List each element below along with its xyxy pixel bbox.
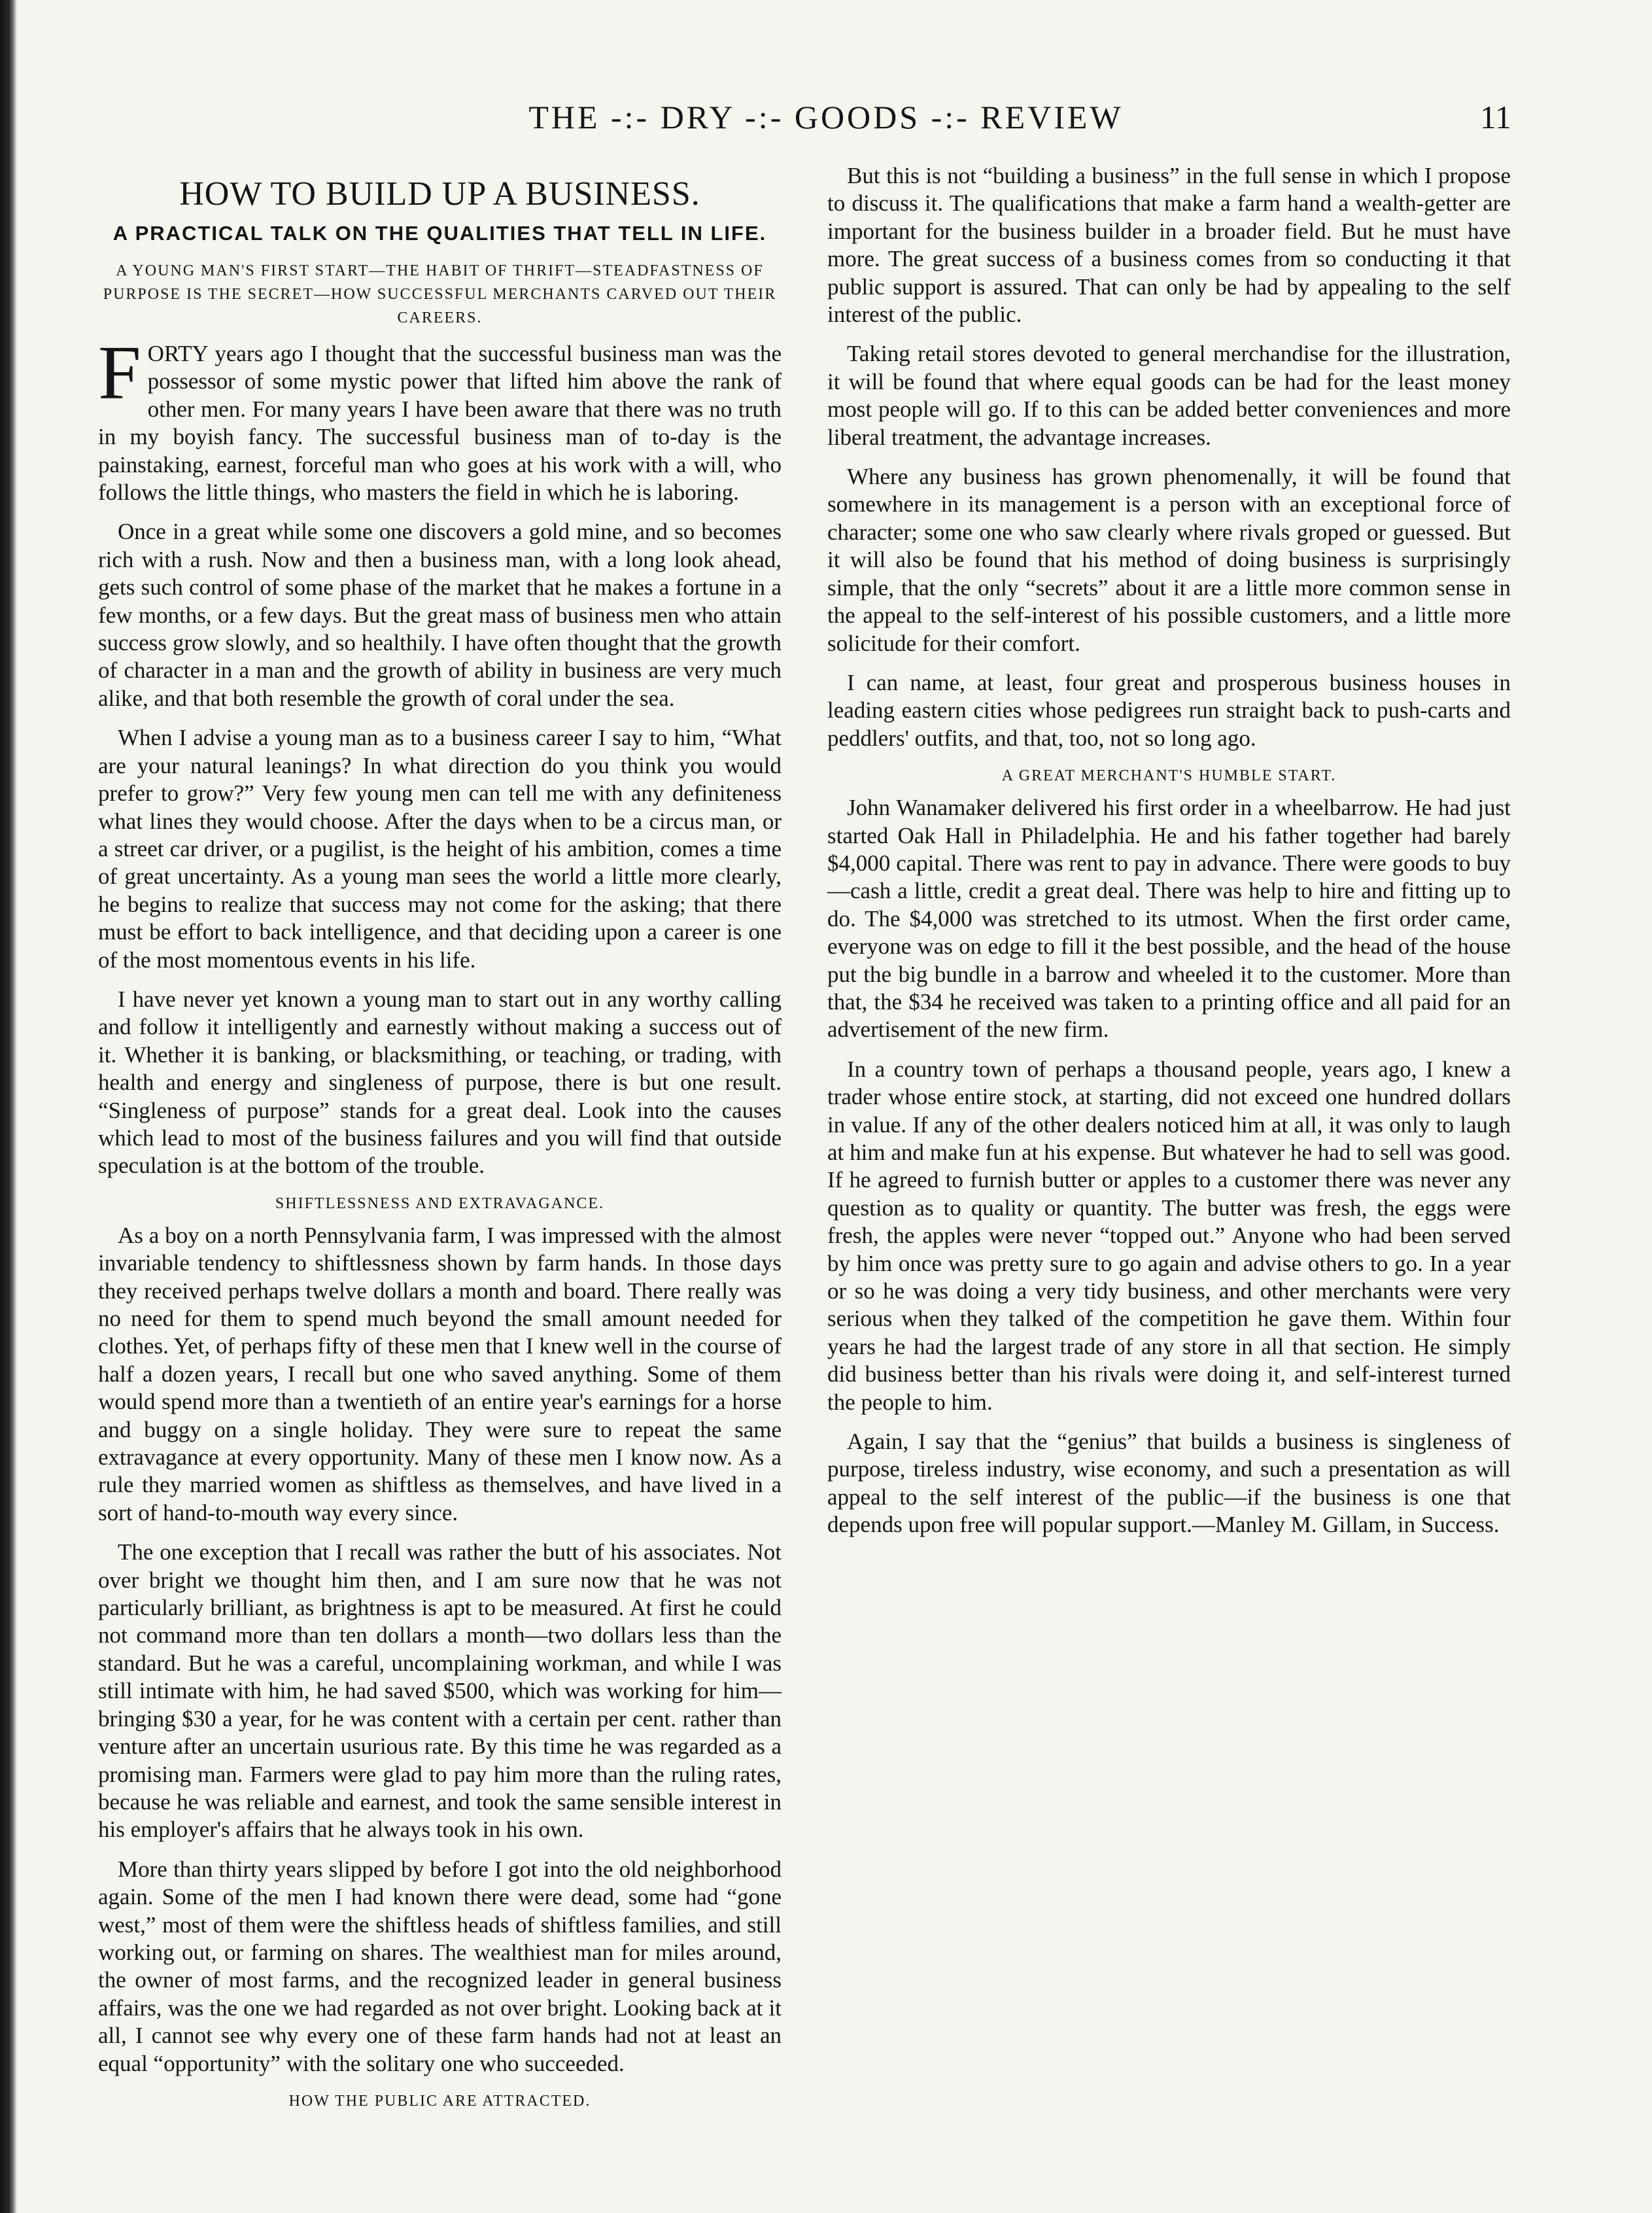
- section-heading: HOW THE PUBLIC ARE ATTRACTED.: [288, 2092, 591, 2110]
- section-heading: A GREAT MERCHANT'S HUMBLE START.: [1001, 767, 1337, 785]
- paragraph: When I advise a young man as to a business career I say to him, “What are your natural leanings? In what direction do you think you would prefer to grow?” Very few young men can tell me with any definiteness what lines they would choose. After the days when to be a circus man, or a street car driver, or a pugilist, is the height of his ambition, comes a time of great uncertainty. As a young man sees the world a little more clearly, he begins to realize that success may not come for the asking; that there must be effort to back intelligence, and that deciding upon a career is one of the most momentous events in his life.: [98, 725, 782, 973]
- paragraph: But this is not “building a business” in the full sense in which I propose to discuss it. The qualifications that make a farm hand a wealth-getter are important for the business builder in a broader field. But he must have more. The great success of a business comes from so conducting it that public support is assured. That can only be had by appealing to the self interest of the public.: [827, 163, 1511, 328]
- article-deck: A YOUNG MAN'S FIRST START—THE HABIT OF THRIFT—STEADFASTNESS OF PURPOSE IS THE SECRET—HOW SUCCESSFUL MERCHANTS CARVED OUT THEIR CAREERS.: [103, 262, 777, 326]
- paragraph: John Wanamaker delivered his first order in a wheelbarrow. He had just started Oak Hall in Philadelphia. He and his father together had barely $4,000 capital. There was rent to pay in advance. There were goods to buy—cash a little, credit a great deal. There was help to hire and fitting up to do. The $4,000 was stretched to its utmost. When the first order came, everyone was on edge to fill it the best possible, and the head of the house put the big bundle in a barrow and wheeled it to the customer. More than that, the $34 he received was taken to a printing office and all paid for an advertisement of the new firm.: [827, 795, 1511, 1043]
- paragraph: Again, I say that the “genius” that builds a business is singleness of purpose, tireless industry, wise economy, and such a presentation as will appeal to the self interest of the public—if the business is one that depends upon free will popular support.—Manley M. Gillam, in Success.: [827, 1429, 1511, 1538]
- paragraph: Once in a great while some one discovers a gold mine, and so becomes rich with a rush. Now and then a business man, with a long look ahead, gets such control of some phase of the market that he makes a fortune in a few months, or a few days. But the great mass of business men who attain success grow slowly, and so healthily. I have often thought that the growth of character in a man and the growth of ability in business are very much alike, and that both resemble the growth of coral under the sea.: [98, 519, 782, 711]
- paragraph: In a country town of perhaps a thousand people, years ago, I knew a trader whose entire stock, at starting, did not exceed one hundred dollars in value. If any of the other dealers noticed him at all, it was only to laugh at him and make fun at his expense. But whatever he had to sell was good. If he agreed to furnish butter or apples to a customer there was never any question as to quality or quantity. The butter was fresh, the eggs were fresh, the apples were never “topped out.” Anyone who had been served by him once was pretty sure to go again and advise others to go. In a year or so he was doing a very tidy business, and other merchants were very serious when they talked of the competition he gave them. Within four years he had the largest trade of any store in all that section. He simply did business better than his rivals were doing it, and self-interest turned the people to him.: [827, 1056, 1511, 1415]
- journal-title: THE -:- DRY -:- GOODS -:- REVIEW: [528, 99, 1124, 135]
- paragraph: Where any business has grown phenomenally, it will be found that somewhere in its management is a person with an exceptional force of character; some one who saw clearly where rivals groped or guessed. But it will also be found that his method of doing business is surprisingly simple, that the only “secrets” about it are a little more common sense in the appeal to the self-interest of his possible customers, and a little more solicitude for their comfort.: [827, 464, 1511, 656]
- paragraph: Taking retail stores devoted to general merchandise for the illustration, it will be found that where equal goods can be had for the least money most people will go. If to this can be added better conveniences and more liberal treatment, the advantage increases.: [827, 341, 1511, 450]
- article-subtitle: A PRACTICAL TALK ON THE QUALITIES THAT TELL IN LIFE.: [112, 222, 767, 245]
- section-heading: SHIFTLESSNESS AND EXTRAVAGANCE.: [275, 1194, 605, 1212]
- article-body: [98, 162, 1511, 2131]
- paragraph: The one exception that I recall was rather the butt of his associates. Not over bright we thought him then, and I am sure now that he was not particularly brilliant, as brightness is apt to be measured. At first he could not command more than ten dollars a month—two dollars less than the standard. But he was a careful, uncomplaining workman, and while I was still intimate with him, he had saved $500, which was working for him—bringing $30 a year, for he was content with a certain per cent. rather than venture after an uncertain usurious rate. By this time he was regarded as a promising man. Farmers were glad to pay him more than the ruling rates, because he was reliable and earnest, and took the same sensible interest in his employer's affairs that he always took in his own.: [98, 1539, 782, 1843]
- article-title: HOW TO BUILD UP A BUSINESS.: [179, 175, 700, 213]
- paragraph: I can name, at least, four great and prosperous business houses in leading eastern cities whose pedigrees run straight back to push-carts and peddlers' outfits, and that, too, not so long ago.: [827, 669, 1511, 751]
- running-head: [0, 92, 1652, 150]
- scan-edge: [0, 0, 17, 2213]
- paragraph: FORTY years ago I thought that the successful business man was the possessor of some mystic power that lifted him above the rank of other men. For many years I have been aware that there was no truth in my boyish fancy. The successful business man of to-day is the painstaking, earnest, forceful man who goes at his work with a will, who follows the little things, who masters the field in which he is laboring.: [98, 330, 782, 506]
- page-number: 11: [1479, 99, 1511, 135]
- paragraph: I have never yet known a young man to start out in any worthy calling and follow it intelligently and earnestly without making a success out of it. Whether it is banking, or blacksmithing, or teaching, or trading, with health and energy and singleness of purpose, there is but one result. “Singleness of purpose” stands for a great deal. Look into the causes which lead to most of the business failures and you will find that outside speculation is at the bottom of the trouble.: [98, 986, 782, 1179]
- paragraph: As a boy on a north Pennsylvania farm, I was impressed with the almost invariable tendency to shiftlessness shown by farm hands. In those days they received perhaps twelve dollars a month and board. There really was no need for them to spend much beyond the small amount needed for clothes. Yet, of perhaps fifty of these men that I knew well in the course of half a dozen years, I recall but one who saved anything. Some of them would spend more than a twentieth of an entire year's earnings for a horse and buggy on a single holiday. They were sure to repeat the same extravagance at every opportunity. Many of these men I know now. As a rule they married women as shiftless as themselves, and have lived in a sort of hand-to-mouth way every since.: [98, 1222, 782, 1525]
- paragraph: More than thirty years slipped by before I got into the old neighborhood again. Some of the men I had known there were dead, some had “gone west,” most of them were the shiftless heads of shiftless families, and still working out, or farming on shares. The wealthiest man for miles around, the owner of most farms, and the recognized leader in general business affairs, was the one we had regarded as not over bright. Looking back at it all, I cannot see why every one of these farm hands had not at least an equal “opportunity” with the solitary one who succeeded.: [98, 1856, 782, 2076]
